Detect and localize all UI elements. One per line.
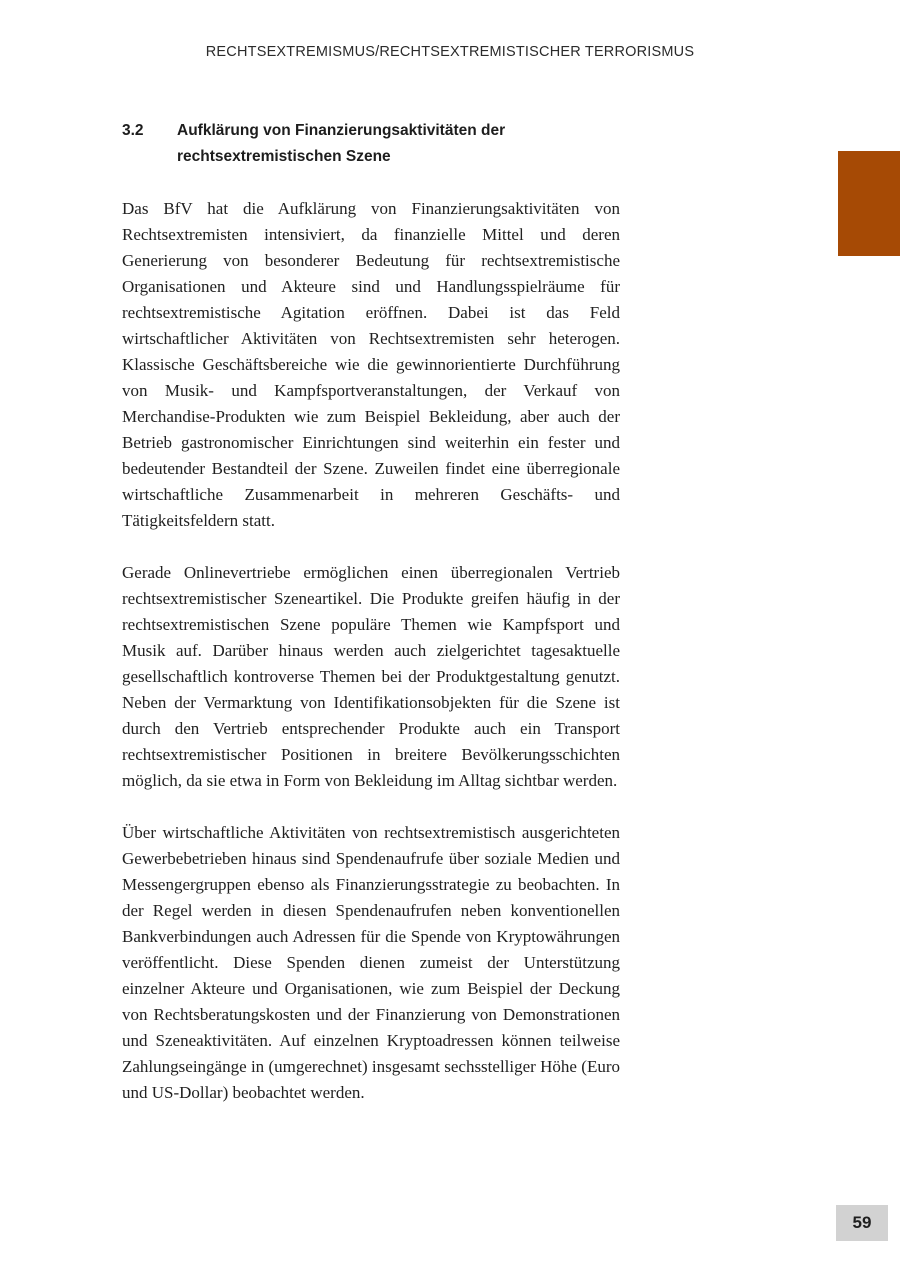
page-number-badge bbox=[836, 1205, 888, 1241]
paragraph-2: Gerade Onlinevertriebe ermöglichen einen überregionalen Vertrieb rechtsextremistischer Szeneartikel. Die Produkte greifen häufig in der rechtsextremistischen Szene populäre Themen wie Kampfsport und Musik auf. Darüber hinaus werden auch zielgerichtet tagesaktuelle gesellschaftlich kontroverse Themen bei der Produktgestaltung genutzt. Neben der Vermarktung von Identifikationsobjekten für die Szene ist durch den Vertrieb entsprechender Produkte auch ein Transport rechtsextremistischer Positionen in breitere Bevölkerungsschichten möglich, da sie etwa in Form von Bekleidung im Alltag sichtbar werden. bbox=[122, 563, 620, 790]
paragraph-3: Über wirtschaftliche Aktivitäten von rechtsextremistisch ausgerichteten Gewerbebetrieben hinaus sind Spendenaufrufe über soziale Medien und Messengergruppen ebenso als Finanzierungsstrategie zu beobachten. In der Regel werden in diesen Spendenaufrufen neben konventionellen Bankverbindungen auch Adressen für die Spende von Kryptowährungen veröffentlicht. Diese Spenden dienen zumeist der Unterstützung einzelner Akteure und Organisationen, wie zum Beispiel der Deckung von Rechtsberatungskosten und der Finanzierung von Demonstrationen und Szeneaktivitäten. Auf einzelnen Kryptoadressen können teilweise Zahlungseingänge in (umgerechnet) insgesamt sechsstelliger Höhe (Euro und US-Dollar) beobachtet werden. bbox=[122, 823, 620, 1102]
section-number: 3.2 bbox=[122, 122, 144, 139]
section-title-line-2: rechtsextremistischen Szene bbox=[177, 148, 391, 165]
chapter-accent-bar bbox=[838, 151, 900, 256]
section-heading bbox=[122, 118, 620, 170]
paragraph-1: Das BfV hat die Aufklärung von Finanzierungsaktivitäten von Rechtsextremisten intensiviert, da finanzielle Mittel und deren Generierung von besonderer Bedeutung für rechtsextremistische Organisationen und Akteure sind und Handlungsspielräume für rechtsextremistische Agitation eröffnen. Dabei ist das Feld wirtschaftlicher Aktivitäten von Rechtsextremisten sehr heterogen. Klassische Geschäftsbereiche wie die gewinnorientierte Durchführung von Musik- und Kampfsportveranstaltungen, der Verkauf von Merchandise-Produkten wie zum Beispiel Bekleidung, aber auch der Betrieb gastronomischer Einrichtungen sind weiterhin ein fester und bedeutender Bestandteil der Szene. Zuweilen findet eine überregionale wirtschaftliche Zusammenarbeit in mehreren Geschäfts- und Tätigkeitsfeldern statt. bbox=[122, 199, 620, 530]
section-title bbox=[177, 118, 505, 170]
running-header: RECHTSEXTREMISMUS/RECHTSEXTREMISTISCHER TERRORISMUS bbox=[205, 44, 695, 60]
page-content bbox=[122, 118, 620, 1106]
page-number: 59 bbox=[852, 1213, 872, 1232]
section-title-line-1: Aufklärung von Finanzierungsaktivitäten der bbox=[177, 122, 506, 139]
